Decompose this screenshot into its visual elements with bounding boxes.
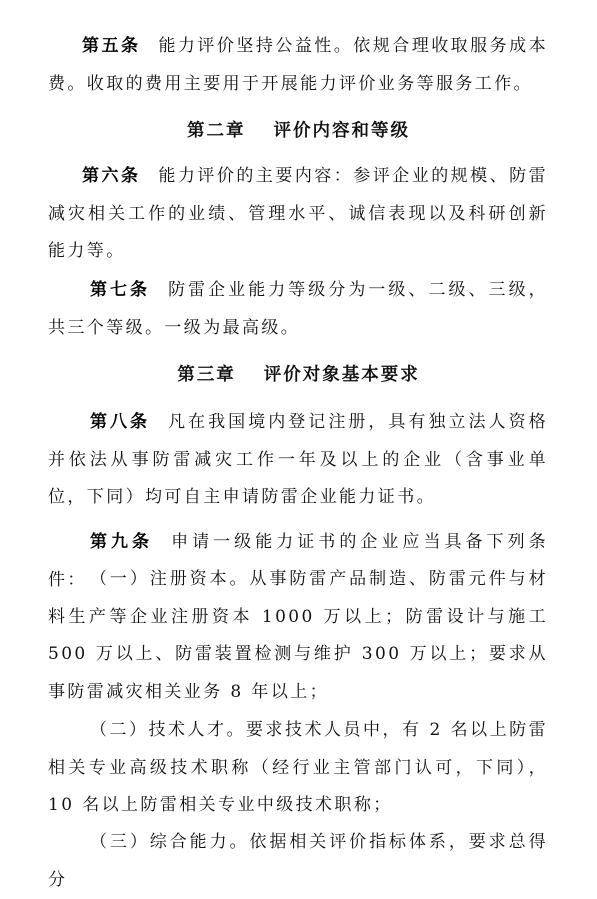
chapter-2-number: 第二章 [187,121,246,141]
article-9-item-1: （一）注册资本。从事防雷产品制造、防雷元件与材料生产等企业注册资本 1000 万以上；防雷设计与施工 500 万以上、防雷装置检测与维护 300 万以上；要求从事防雷减灾相关业务 8 年以上； [48,569,548,702]
article-7-text: 防雷企业能力等级分为一级、二级、三级，共三个等级。一级为最高级。 [48,280,548,338]
article-9-item-3: （三）综合能力。依据相关评价指标体系，要求总得分 [48,832,548,890]
article-6-label: 第六条 [82,166,141,186]
article-9-item-2: （二）技术人才。要求技术人员中，有 2 名以上防雷相关专业高级技术职称（经行业主管部门认可，下同），10 名以上防雷相关专业中级技术职称； [48,720,548,816]
article-8-label: 第八条 [90,412,151,432]
article-7-label: 第七条 [90,280,151,300]
chapter-2-title: 评价内容和等级 [273,121,410,141]
chapter-3-number: 第三章 [177,365,236,385]
article-8-text: 凡在我国境内登记注册，具有独立法人资格并依法从事防雷减灾工作一年及以上的企业（含事业单位，下同）均可自主申请防雷企业能力证书。 [48,412,548,508]
article-5-text: 能力评价坚持公益性。依规合理收取服务成本费。收取的费用主要用于开展能力评价业务等服务工作。 [48,36,549,94]
article-8 [0,404,548,517]
article-6 [0,158,548,271]
article-9-label: 第九条 [90,532,154,552]
article-9-text: 申请一级能力证书的企业应当具备下列条件： [48,532,548,590]
article-6-text: 能力评价的主要内容：参评企业的规模、防雷减灾相关工作的业绩、管理水平、诚信表现以及科研创新能力等。 [48,166,549,262]
chapter-3-heading [0,357,597,393]
article-7 [0,272,548,347]
chapter-3-title: 评价对象基本要求 [263,365,420,385]
chapter-2-heading [0,113,597,149]
article-5-label: 第五条 [82,36,141,56]
article-5 [0,28,548,103]
